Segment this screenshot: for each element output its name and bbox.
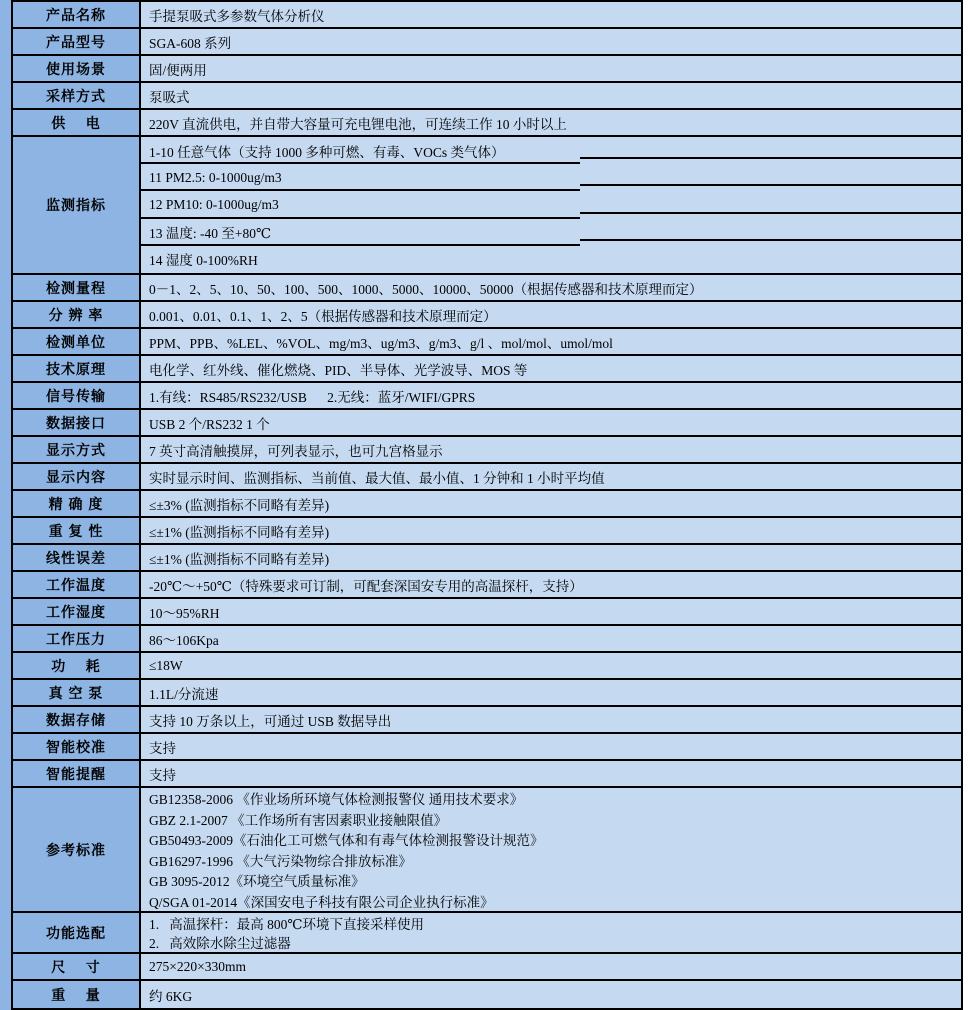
row-value: 固/便两用 [149, 62, 207, 78]
table-row-technical-principle [13, 356, 961, 383]
row-value: 0.001、0.01、0.1、1、2、5（根据传感器和技术原理而定） [149, 308, 497, 324]
row-label: 工作湿度 [13, 599, 141, 624]
table-row-usage-scene [13, 56, 961, 83]
row-value: ≤±3% (监测指标不同略有差异) [149, 497, 330, 513]
row-label: 重 复 性 [13, 518, 141, 543]
row-label: 显示方式 [13, 437, 141, 462]
row-value: 支持 10 万条以上，可通过 USB 数据导出 [149, 713, 392, 729]
table-row-working-humidity [13, 599, 961, 626]
row-value: 实时显示时间、监测指标、当前值、最大值、最小值、1 分钟和 1 小时平均值 [149, 470, 605, 486]
table-row-accuracy [13, 491, 961, 518]
row-label: 尺 寸 [13, 954, 141, 979]
reference-standard-item: GBZ 2.1-2007 《工作场所有害因素职业接触限值》 [149, 812, 448, 828]
row-label: 数据存储 [13, 707, 141, 732]
row-value: 86～106Kpa [149, 632, 219, 648]
table-row-detection-units [13, 329, 961, 356]
table-row-product-name [13, 2, 961, 29]
table-row-smart-calibration [13, 734, 961, 761]
row-label: 检测单位 [13, 329, 141, 354]
optional-function-lines [141, 913, 961, 952]
table-row-repeatability [13, 518, 961, 545]
row-label: 功 耗 [13, 653, 141, 678]
row-label: 智能校准 [13, 734, 141, 759]
table-row-power-consumption [13, 653, 961, 680]
row-value: ≤18W [149, 657, 183, 673]
row-value: ≤±1% (监测指标不同略有差异) [149, 524, 330, 540]
row-label: 重 量 [13, 981, 141, 1008]
row-value: 约 6KG [149, 988, 193, 1004]
row-label: 供 电 [13, 110, 141, 135]
table-row-dimensions [13, 954, 961, 981]
row-value: 10～95%RH [149, 605, 220, 621]
row-label: 数据接口 [13, 410, 141, 435]
monitor-sub-rows [141, 137, 961, 273]
table-row-detection-range [13, 275, 961, 302]
reference-standard-item: Q/SGA 01-2014《深国安电子科技有限公司企业执行标准》 [149, 894, 494, 910]
row-label: 产品型号 [13, 29, 141, 54]
row-label: 产品名称 [13, 2, 141, 27]
table-row-product-model [13, 29, 961, 56]
monitor-sub-row: 1-10 任意气体（支持 1000 多种可燃、有毒、VOCs 类气体） [141, 137, 961, 164]
table-row-sampling-method [13, 83, 961, 110]
table-row-working-temperature [13, 572, 961, 599]
row-value: 电化学、红外线、催化燃烧、PID、半导体、光学波导、MOS 等 [149, 362, 528, 378]
row-value: 手提泵吸式多参数气体分析仪 [149, 8, 325, 24]
optional-function-item: 2. 高效除水除尘过滤器 [149, 936, 291, 951]
monitor-sub-row: 14 湿度 0-100%RH [149, 253, 258, 269]
monitor-sub-row: 12 PM10: 0-1000ug/m3 [141, 191, 961, 218]
row-label: 真 空 泵 [13, 680, 141, 705]
left-margin-strip [0, 0, 11, 1010]
table-row-data-interface [13, 410, 961, 437]
table-row-data-storage [13, 707, 961, 734]
row-value: 1.1L/分流速 [149, 686, 219, 702]
table-row-weight [13, 981, 961, 1008]
table-row-optional-functions [13, 913, 961, 954]
row-value: 支持 [149, 740, 176, 756]
row-label: 工作压力 [13, 626, 141, 651]
row-value: 0－1、2、5、10、50、100、500、1000、5000、10000、50000（根据传感器和技术原理而定） [149, 281, 703, 297]
reference-standard-item: GB16297-1996 《大气污染物综合排放标准》 [149, 853, 412, 869]
row-value: 275×220×330mm [149, 958, 246, 974]
monitor-sub-row: 13 温度: -40 至+80℃ [141, 219, 961, 246]
table-row-power-supply [13, 110, 961, 137]
table-row-resolution [13, 302, 961, 329]
table-row-smart-reminder [13, 761, 961, 788]
row-label: 工作温度 [13, 572, 141, 597]
row-value: 220V 直流供电，并自带大容量可充电锂电池，可连续工作 10 小时以上 [149, 116, 567, 132]
table-row-display-mode [13, 437, 961, 464]
row-value: -20℃～+50℃（特殊要求可订制，可配套深国安专用的高温探杆，支持） [149, 578, 583, 594]
table-row-monitor-indicators [13, 137, 961, 275]
row-label: 精 确 度 [13, 491, 141, 516]
row-label: 采样方式 [13, 83, 141, 108]
table-row-signal-transmission [13, 383, 961, 410]
table-row-display-content [13, 464, 961, 491]
row-value: PPM、PPB、%LEL、%VOL、mg/m3、ug/m3、g/m3、g/l 、mol/mol、umol/mol [149, 335, 613, 351]
row-label: 信号传输 [13, 383, 141, 408]
table-row-reference-standards [13, 788, 961, 913]
row-value: 支持 [149, 767, 176, 783]
row-label: 功能选配 [13, 913, 141, 952]
row-value: 7 英寸高清触摸屏，可列表显示，也可九宫格显示 [149, 443, 443, 459]
product-spec-table [11, 0, 963, 1010]
table-row-linearity-error [13, 545, 961, 572]
monitor-sub-row: 11 PM2.5: 0-1000ug/m3 [141, 164, 961, 191]
row-value: SGA-608 系列 [149, 35, 232, 51]
row-value: 1.有线：RS485/RS232/USB 2.无线：蓝牙/WIFI/GPRS [149, 389, 476, 405]
reference-standard-item: GB12358-2006 《作业场所环境气体检测报警仪 通用技术要求》 [149, 792, 524, 808]
row-value: 泵吸式 [149, 89, 190, 105]
row-label: 监测指标 [13, 137, 141, 273]
table-row-working-pressure [13, 626, 961, 653]
row-label: 参考标准 [13, 788, 141, 911]
optional-function-item: 1. 高温探杆：最高 800℃环境下直接采样使用 [149, 917, 424, 932]
row-value: USB 2 个/RS232 1 个 [149, 416, 270, 432]
row-label: 分 辨 率 [13, 302, 141, 327]
row-label: 显示内容 [13, 464, 141, 489]
row-label: 线性误差 [13, 545, 141, 570]
row-label: 智能提醒 [13, 761, 141, 786]
reference-standard-item: GB 3095-2012《环境空气质量标准》 [149, 874, 365, 890]
reference-standard-lines [141, 788, 961, 911]
row-value: ≤±1% (监测指标不同略有差异) [149, 551, 330, 567]
row-label: 使用场景 [13, 56, 141, 81]
row-label: 检测量程 [13, 275, 141, 300]
reference-standard-item: GB50493-2009《石油化工可燃气体和有毒气体检测报警设计规范》 [149, 833, 544, 849]
row-label: 技术原理 [13, 356, 141, 381]
table-row-vacuum-pump [13, 680, 961, 707]
